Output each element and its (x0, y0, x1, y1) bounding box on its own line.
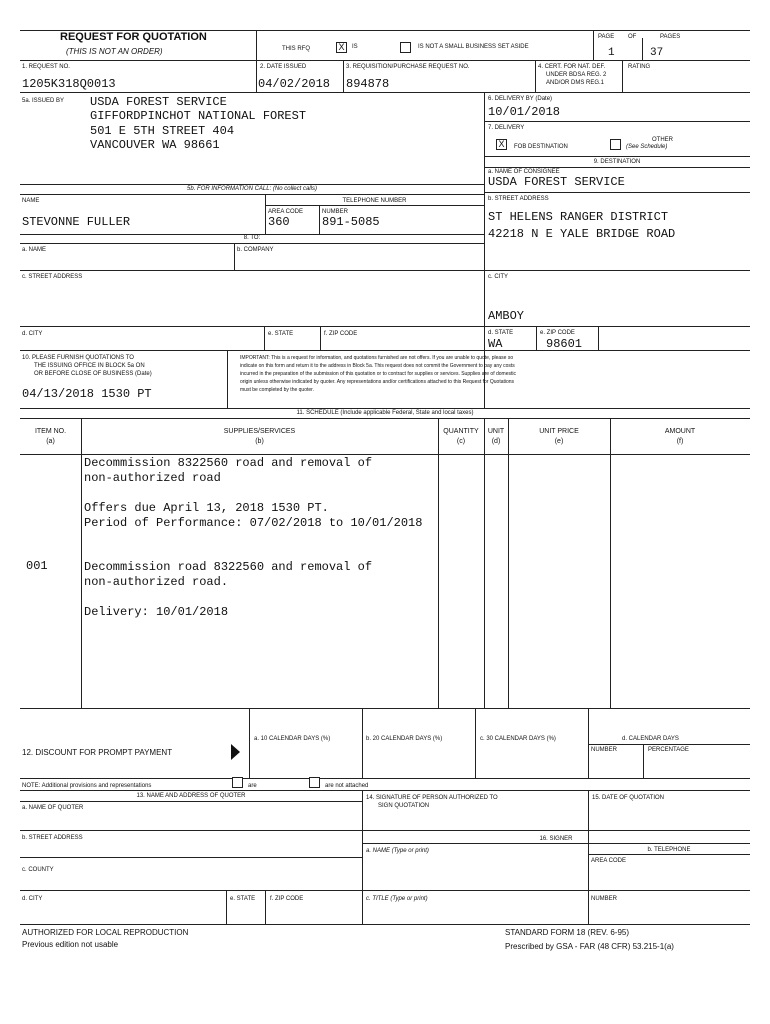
signer-name-label: a. NAME (Type or print) (366, 848, 429, 854)
col-item-header: ITEM NO. (34, 428, 67, 435)
date-issued-label: 2. DATE ISSUED (260, 64, 307, 70)
schedule-header: 11. SCHEDULE (Include applicable Federal, State and local taxes) (296, 410, 474, 416)
quote-date-label: 15. DATE OF QUOTATION (592, 795, 665, 801)
to-zip-label: f. ZIP CODE (324, 331, 358, 337)
small-business-is-not-checkbox[interactable] (400, 42, 411, 53)
cert-dms-label: AND/OR DMS REG.1 (546, 80, 605, 86)
important-notice: IMPORTANT: This is a request for information, and quotations furnished are not offers. If you are unable to quote, please so (240, 355, 514, 361)
quoter-city-label: d. CITY (22, 896, 43, 902)
is-not-label: IS NOT A SMALL BUSINESS SET ASIDE (418, 44, 529, 50)
quoter-county-label: c. COUNTY (22, 867, 54, 873)
request-no-label: 1. REQUEST NO. (22, 64, 70, 70)
signer-header: 16. SIGNER (539, 836, 573, 842)
col-qty-header: QUANTITY (443, 428, 479, 435)
dest-zip-label: e. ZIP CODE (540, 330, 575, 336)
to-company-label: b. COMPANY (237, 247, 274, 253)
dest-city-label: c. CITY (488, 274, 509, 280)
important-notice: must be completed by the quoter. (240, 387, 314, 393)
dest-state-value: WA (488, 337, 503, 351)
issued-by-line: VANCOUVER WA 98661 (90, 138, 220, 152)
discount-percentage-label: PERCENTAGE (648, 747, 689, 753)
request-no-value: 1205K318Q0013 (22, 77, 116, 91)
dest-street-label: b. STREET ADDRESS (488, 196, 549, 202)
col-amount-header: AMOUNT (664, 428, 696, 435)
col-price-header: UNIT PRICE (539, 428, 579, 435)
quoter-state-label: e. STATE (230, 896, 256, 902)
quoter-name-label: a. NAME OF QUOTER (22, 805, 84, 811)
other-delivery-label: OTHER (652, 137, 673, 143)
discount-10-label: a. 10 CALENDAR DAYS (%) (254, 736, 331, 742)
col-supplies-header: SUPPLIES/SERVICES (223, 428, 296, 435)
signer-number-label: NUMBER (591, 896, 618, 902)
schedule-intro-text: Decommission 8322560 road and removal of non-authorized road Offers due April 13, 2018 1530 PT. Period of Performance: 07/02/2018 to 10/01/2018 (84, 456, 423, 530)
to-header: 8. TO: (243, 235, 261, 241)
fob-destination-label: FOB DESTINATION (514, 144, 568, 150)
quoter-street-label: b. STREET ADDRESS (22, 835, 83, 841)
contact-name: STEVONNE FULLER (22, 215, 131, 229)
issued-by-line: GIFFORDPINCHOT NATIONAL FOREST (90, 109, 307, 123)
page-label: PAGE (598, 34, 615, 40)
dest-street-line2: 42218 N E YALE BRIDGE ROAD (488, 227, 676, 241)
line-item-description: Decommission road 8322560 and removal of non-authorized road. Delivery: 10/01/2018 (84, 560, 373, 619)
to-city-label: d. CITY (22, 331, 43, 337)
important-notice: origin unless otherwise indicated by quoter. Any representations and/or certifications attached to this Request for Quotations (240, 379, 515, 385)
dest-street-line1: ST HELENS RANGER DISTRICT (488, 210, 669, 224)
dest-city-value: AMBOY (488, 309, 525, 323)
cert-bdsa-label: UNDER BDSA REG. 2 (546, 72, 607, 78)
telephone-label: TELEPHONE NUMBER (342, 198, 407, 204)
signer-title-label: c. TITLE (Type or print) (366, 896, 428, 902)
footer-previous-edition: Previous edition not usable (22, 940, 119, 949)
col-unit-header: UNIT (487, 428, 505, 435)
requisition-label: 3. REQUISITION/PURCHASE REQUEST NO. (346, 64, 470, 70)
destination-header: 9. DESTINATION (593, 159, 641, 165)
is-label: IS (352, 44, 358, 50)
footer-prescribed-by: Prescribed by GSA - FAR (48 CFR) 53.215-1(a) (505, 942, 674, 951)
see-schedule-label: (See Schedule) (626, 144, 668, 150)
area-code-value: 360 (268, 215, 290, 229)
area-code-label: AREA CODE (268, 209, 304, 215)
provisions-are-not-checkbox[interactable] (309, 777, 320, 788)
col-price-sub: (e) (554, 438, 564, 445)
signer-telephone-label: b. TELEPHONE (647, 847, 691, 853)
discount-days-label: d. CALENDAR DAYS (622, 736, 679, 742)
to-street-label: c. STREET ADDRESS (22, 274, 83, 280)
phone-number-value: 891-5085 (322, 215, 380, 229)
requisition-value: 894878 (346, 77, 390, 91)
footer-form-number: STANDARD FORM 18 (REV. 6-95) (505, 928, 630, 937)
cert-nat-def-label: 4. CERT. FOR NAT. DEF. (538, 64, 606, 70)
discount-30-label: c. 30 CALENDAR DAYS (%) (480, 736, 556, 742)
quoter-zip-label: f. ZIP CODE (270, 896, 304, 902)
delivery-label: 7. DELIVERY (488, 125, 525, 131)
note-label: NOTE: Additional provisions and representations (22, 783, 152, 789)
issued-by-line: USDA FOREST SERVICE (90, 95, 227, 109)
dest-state-label: d. STATE (488, 330, 514, 336)
fob-destination-checkbox[interactable]: X (496, 139, 507, 150)
delivery-by-label: 6. DELIVERY BY (Date) (488, 96, 553, 102)
provisions-are-checkbox[interactable] (232, 777, 243, 788)
info-name-label: NAME (22, 198, 40, 204)
discount-number-label: NUMBER (591, 747, 618, 753)
issued-by-label: 5a. ISSUED BY (22, 98, 65, 104)
dest-zip-value: 98601 (546, 337, 583, 351)
furnish-quotes-line2: THE ISSUING OFFICE IN BLOCK 5a ON (34, 363, 145, 369)
quote-due-value: 04/13/2018 1530 PT (22, 387, 152, 401)
to-state-label: e. STATE (268, 331, 294, 337)
other-delivery-checkbox[interactable] (610, 139, 621, 150)
signature-label: 14. SIGNATURE OF PERSON AUTHORIZED TO (366, 795, 498, 801)
are-label: are (248, 783, 257, 789)
form-subtitle: (THIS IS NOT AN ORDER) (66, 47, 163, 56)
consignee-value: USDA FOREST SERVICE (488, 175, 625, 189)
footer-reproduction: AUTHORIZED FOR LOCAL REPRODUCTION (22, 928, 189, 937)
discount-20-label: b. 20 CALENDAR DAYS (%) (366, 736, 443, 742)
line-item-number: 001 (26, 559, 48, 573)
are-not-label: are not attached (325, 783, 369, 789)
col-supplies-sub: (b) (255, 438, 264, 445)
quoter-header: 13. NAME AND ADDRESS OF QUOTER (136, 793, 246, 799)
number-label: NUMBER (322, 209, 349, 215)
form-title: REQUEST FOR QUOTATION (60, 31, 207, 43)
signature-label-2: SIGN QUOTATION (378, 803, 430, 809)
col-qty-sub: (c) (456, 438, 466, 445)
important-notice: indicate on this form and return it to the address in Block 5a. This request does not commit the Government to pay any costs (240, 363, 515, 369)
arrow-right-icon (231, 744, 240, 760)
furnish-quotes-line1: 10. PLEASE FURNISH QUOTATIONS TO (22, 355, 134, 361)
pages-total: 37 (650, 47, 664, 59)
pages-label: PAGES (660, 34, 681, 40)
important-notice: incurred in the preparation of the submission of this quotation or to contract for supplies or services. Supplies are of domestic (240, 371, 516, 377)
consignee-label: a. NAME OF CONSIGNEE (488, 169, 560, 175)
to-name-label: a. NAME (22, 247, 47, 253)
discount-label: 12. DISCOUNT FOR PROMPT PAYMENT (22, 748, 173, 757)
col-item-sub: (a) (46, 438, 55, 445)
delivery-by-value: 10/01/2018 (488, 105, 561, 119)
date-issued-value: 04/02/2018 (258, 77, 331, 91)
small-business-is-checkbox[interactable]: X (336, 42, 347, 53)
of-label: OF (628, 34, 637, 40)
info-call-header: 5b. FOR INFORMATION CALL: (No collect calls) (187, 186, 317, 192)
rating-label: RATING (628, 64, 651, 70)
issued-by-line: 501 E 5TH STREET 404 (90, 124, 235, 138)
col-unit-sub: (d) (491, 438, 501, 445)
signer-area-code-label: AREA CODE (591, 858, 627, 864)
col-amount-sub: (f) (676, 438, 684, 445)
this-rfq-label: THIS RFQ (282, 46, 310, 52)
furnish-quotes-line3: OR BEFORE CLOSE OF BUSINESS (Date) (34, 371, 152, 377)
page-number: 1 (608, 47, 615, 59)
